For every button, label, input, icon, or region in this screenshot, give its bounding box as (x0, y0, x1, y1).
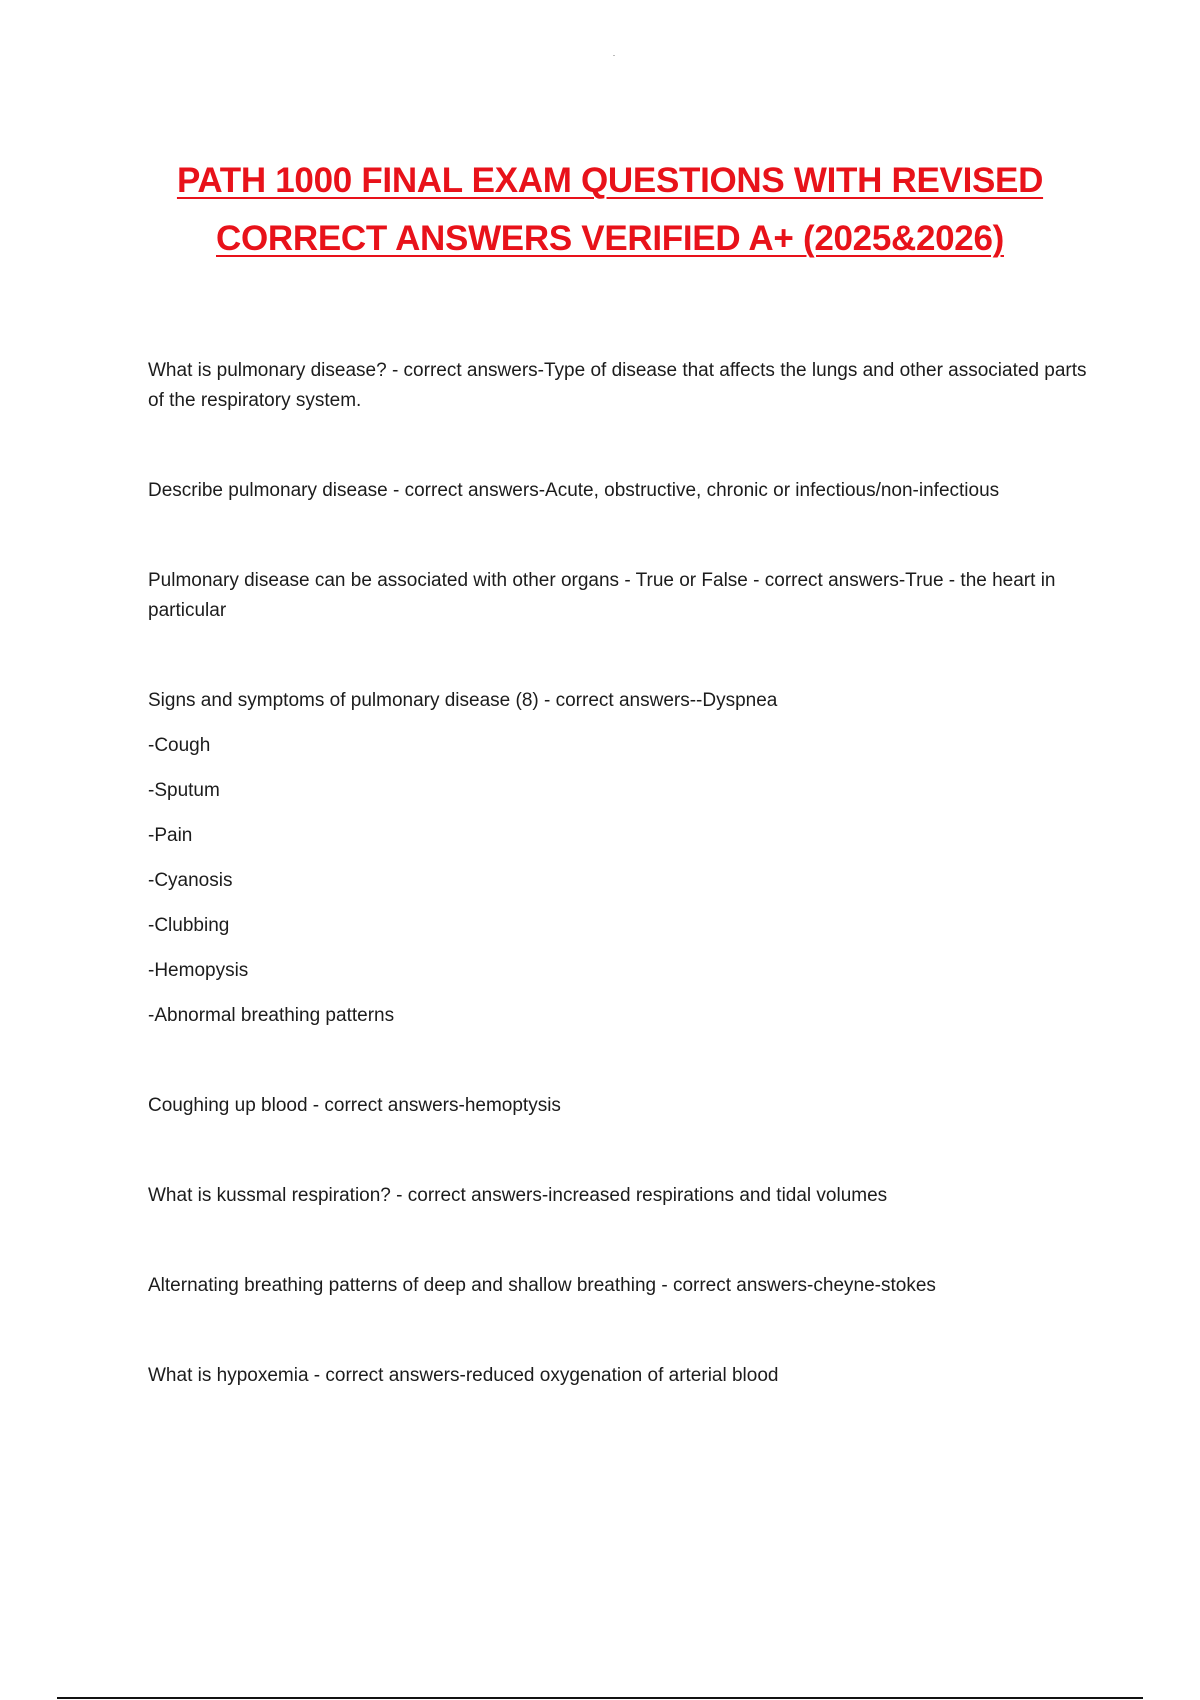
qa-entry-pulmonary-description: Describe pulmonary disease - correct answers-Acute, obstructive, chronic or infectious/non-infectious (148, 480, 1000, 501)
symptom-item: -Abnormal breathing patterns (148, 1005, 395, 1026)
title-line-2: CORRECT ANSWERS VERIFIED A+ (2025&2026) (216, 219, 1004, 258)
qa-entry-kussmal: What is kussmal respiration? - correct answers-increased respirations and tidal volumes (148, 1185, 888, 1206)
symptom-item: -Sputum (148, 780, 220, 801)
qa-content (148, 356, 1098, 1391)
symptom-item: -Cyanosis (148, 870, 233, 891)
symptom-item: -Pain (148, 825, 193, 846)
qa-entry-pulmonary-definition: What is pulmonary disease? - correct answers-Type of disease that affects the lungs and other associated parts of the respiratory system. (148, 360, 1087, 411)
qa-entry-cheyne-stokes: Alternating breathing patterns of deep and shallow breathing - correct answers-cheyne-stokes (148, 1275, 936, 1296)
qa-entry-organs-true-false: Pulmonary disease can be associated with other organs - True or False - correct answers-True - the heart in particular (148, 570, 1056, 621)
qa-entry-signs-symptoms: Signs and symptoms of pulmonary disease (8) - correct answers--Dyspnea (148, 690, 778, 711)
title-line-1: PATH 1000 FINAL EXAM QUESTIONS WITH REVISED (176, 161, 1044, 200)
page-bottom-rule (57, 1697, 1143, 1699)
scan-speck (613, 55, 615, 56)
document-title (130, 152, 1090, 268)
symptom-list (148, 731, 1098, 1031)
qa-entry-coughing-blood: Coughing up blood - correct answers-hemoptysis (148, 1095, 561, 1116)
symptom-item: -Clubbing (148, 915, 230, 936)
qa-entry-hypoxemia: What is hypoxemia - correct answers-reduced oxygenation of arterial blood (148, 1365, 779, 1386)
symptom-item: -Hemopysis (148, 960, 249, 981)
symptom-item: -Cough (148, 735, 211, 756)
